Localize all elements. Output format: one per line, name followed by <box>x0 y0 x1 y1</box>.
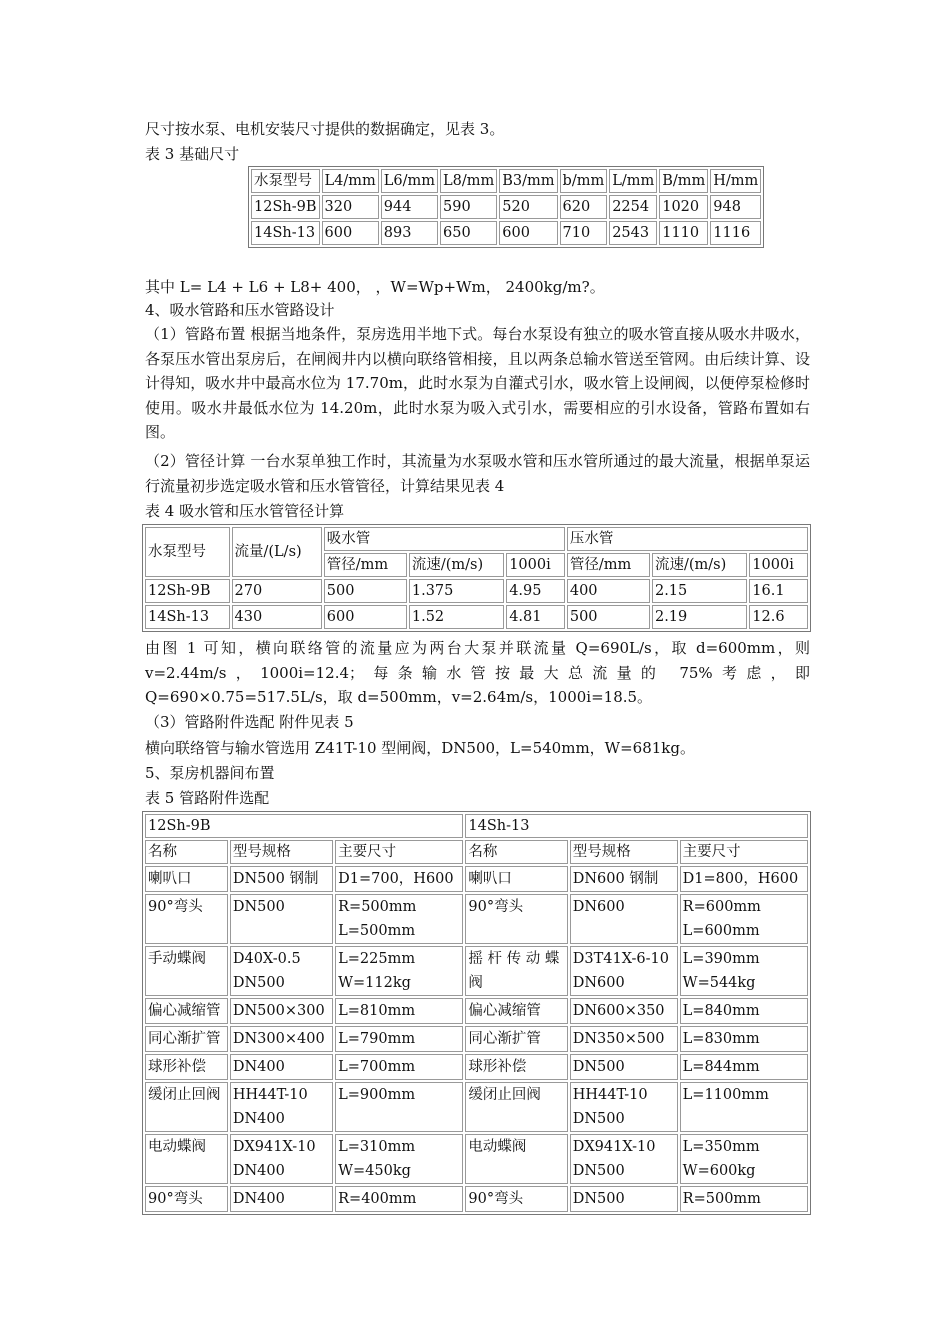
cell-line: HH44T-10 <box>232 1087 308 1103</box>
table-header-cell: 流速/(m/s) <box>409 553 504 577</box>
table-cell <box>335 1082 463 1132</box>
table-cell <box>230 998 333 1024</box>
table-cell <box>335 998 463 1024</box>
cell-line: L=310mm <box>338 1139 416 1155</box>
table-header-cell: 主要尺寸 <box>335 840 463 864</box>
table-cell <box>335 894 463 944</box>
cell-line: D3T41X-6-10 <box>572 951 669 967</box>
table-cell <box>465 998 567 1024</box>
table-cell: 14Sh-13 <box>145 605 230 629</box>
table-cell: 710 <box>560 221 608 245</box>
table-cell: 2.15 <box>652 579 747 603</box>
table3-foundation-dimensions <box>248 166 764 248</box>
table-group-row <box>145 814 808 838</box>
cell-line: 同心渐扩管 <box>148 1031 221 1047</box>
table-cell: 12Sh-9B <box>251 195 320 219</box>
cell-line: DN500×300 <box>232 1003 325 1019</box>
table-cell: 500 <box>324 579 407 603</box>
table-cell <box>230 1054 333 1080</box>
cell-line: DN500 <box>572 1163 625 1179</box>
table-cell <box>465 1082 567 1132</box>
table-cell: 400 <box>567 579 650 603</box>
cell-line: 摇 杆 传 动 蝶 <box>468 951 560 967</box>
table-header-cell: 1000i <box>506 553 565 577</box>
cell-line: DN500 <box>572 1111 625 1127</box>
cell-line: L=810mm <box>338 1003 416 1019</box>
intro-text: 尺寸按水泵、电机安装尺寸提供的数据确定，见表 3。 <box>145 120 505 138</box>
cell-line: 偏心减缩管 <box>148 1003 221 1019</box>
table-cell <box>145 1082 228 1132</box>
table-cell <box>230 894 333 944</box>
table-cell <box>680 1054 808 1080</box>
formula-text: 其中 L= L4 + L6 + L8+ 400， ，W=Wp+Wm， 2400kg/m?。 <box>145 278 605 296</box>
table-row <box>145 1134 808 1184</box>
table-row <box>145 1186 808 1212</box>
table-cell: 1020 <box>659 195 708 219</box>
table-cell <box>570 1082 678 1132</box>
paragraph-pipe-diameter: （2）管径计算 一台水泵单独工作时，其流量为水泵吸水管和压水管所通过的最大流量，根据单泵运行流量初步选定吸水管和压水管管径，计算结果见表 4 <box>145 452 810 495</box>
table-header-cell: 型号规格 <box>570 840 678 864</box>
table-header-cell: 主要尺寸 <box>680 840 808 864</box>
cell-line: D40X-0.5 <box>232 951 301 967</box>
cell-line: 球形补偿 <box>468 1059 527 1075</box>
table-cell <box>230 1186 333 1212</box>
cell-line: DN600 <box>572 899 625 915</box>
cell-line: L=844mm <box>682 1059 760 1075</box>
cell-line: DN400 <box>232 1059 285 1075</box>
cell-line: W=544kg <box>682 975 756 991</box>
table-header-cell: B3/mm <box>499 169 557 193</box>
table-cell <box>570 894 678 944</box>
table-cell: 600 <box>322 221 379 245</box>
cell-line: L=700mm <box>338 1059 416 1075</box>
table-header-row <box>251 169 761 193</box>
table-row <box>145 1082 808 1132</box>
table-cell: 320 <box>322 195 379 219</box>
cell-line: L=840mm <box>682 1003 760 1019</box>
table-row <box>251 221 761 245</box>
table-header-cell: L/mm <box>609 169 657 193</box>
table-cell <box>145 866 228 892</box>
table-cell <box>145 946 228 996</box>
table-cell <box>145 1134 228 1184</box>
paragraph-fittings-intro: （3）管路附件选配 附件见表 5 <box>145 713 354 731</box>
table-cell <box>145 894 228 944</box>
table-cell: 1.375 <box>409 579 504 603</box>
cell-line: 90°弯头 <box>148 1191 203 1207</box>
table-header-cell: 管径/mm <box>324 553 407 577</box>
cell-line: DN600 <box>572 975 625 991</box>
cell-line: D1=800，H600 <box>682 871 799 887</box>
table-header-row <box>145 840 808 864</box>
table-cell <box>570 1054 678 1080</box>
table-cell <box>145 998 228 1024</box>
table-group-cell: 12Sh-9B <box>145 814 463 838</box>
table-cell: 4.81 <box>506 605 565 629</box>
table-header-cell: H/mm <box>710 169 761 193</box>
cell-line: L=225mm <box>338 951 416 967</box>
table-cell: 4.95 <box>506 579 565 603</box>
table-cell: 430 <box>232 605 322 629</box>
table-cell: 600 <box>324 605 407 629</box>
cell-line: DN300×400 <box>232 1031 325 1047</box>
table-row <box>145 605 808 629</box>
table-cell <box>680 1026 808 1052</box>
table-cell <box>570 1134 678 1184</box>
table-cell: 12Sh-9B <box>145 579 230 603</box>
cell-line: 缓闭止回阀 <box>468 1087 541 1103</box>
table-cell <box>230 1082 333 1132</box>
table-cell: 620 <box>560 195 608 219</box>
table-cell <box>335 946 463 996</box>
table-cell <box>465 1026 567 1052</box>
cell-line: L=500mm <box>338 923 416 939</box>
cell-line: 手动蝶阀 <box>148 951 206 967</box>
cell-line: L=790mm <box>338 1031 416 1047</box>
table-row <box>251 195 761 219</box>
table-cell: 2254 <box>609 195 657 219</box>
cell-line: L=350mm <box>682 1139 760 1155</box>
table-cell <box>335 866 463 892</box>
table-cell: 16.1 <box>749 579 808 603</box>
table-cell <box>465 1054 567 1080</box>
cell-line: L=830mm <box>682 1031 760 1047</box>
table-group-cell: 14Sh-13 <box>465 814 808 838</box>
cell-line: 偏心减缩管 <box>468 1003 541 1019</box>
table-header-cell: 名称 <box>145 840 228 864</box>
cell-line: W=112kg <box>338 975 411 991</box>
table-header-cell: 型号规格 <box>230 840 333 864</box>
table-cell <box>570 866 678 892</box>
table-cell: 520 <box>499 195 557 219</box>
table-row <box>145 866 808 892</box>
section-5-heading: 5、泵房机器间布置 <box>145 764 275 782</box>
cell-line: DN500 <box>232 975 285 991</box>
table-cell <box>570 1026 678 1052</box>
table4-pipe-diameter-calc <box>142 524 811 632</box>
table-cell <box>570 1186 678 1212</box>
table-cell: 500 <box>567 605 650 629</box>
table-cell: 948 <box>710 195 761 219</box>
table-row <box>145 998 808 1024</box>
table4-caption: 表 4 吸水管和压水管管径计算 <box>145 502 345 520</box>
cell-line: DN600×350 <box>572 1003 665 1019</box>
cell-line: DN400 <box>232 1163 285 1179</box>
table-cell <box>680 1082 808 1132</box>
table-cell <box>570 998 678 1024</box>
table-header-cell: B/mm <box>659 169 708 193</box>
table-cell <box>230 1026 333 1052</box>
table-cell <box>680 946 808 996</box>
cell-line: DN350×500 <box>572 1031 665 1047</box>
table-cell: 944 <box>381 195 438 219</box>
cell-line: R=600mm <box>682 899 761 915</box>
cell-line: L=600mm <box>682 923 760 939</box>
table-cell <box>680 894 808 944</box>
table-cell <box>230 946 333 996</box>
table-header-cell: 水泵型号 <box>145 527 230 577</box>
cell-line: DX941X-10 <box>572 1139 656 1155</box>
cell-line: 球形补偿 <box>148 1059 206 1075</box>
table-row <box>145 946 808 996</box>
cell-line: L=1100mm <box>682 1087 769 1103</box>
cell-line: 阀 <box>468 975 483 991</box>
table-cell <box>680 866 808 892</box>
cell-line: DN400 <box>232 1191 285 1207</box>
cell-line: 90°弯头 <box>148 899 203 915</box>
cell-line: D1=700，H600 <box>338 871 454 887</box>
cell-line: 电动蝶阀 <box>148 1139 206 1155</box>
table-cell: 650 <box>440 221 497 245</box>
table-header-row <box>145 527 808 551</box>
table-row <box>145 579 808 603</box>
table-cell: 893 <box>381 221 438 245</box>
table-cell <box>230 1134 333 1184</box>
table-cell <box>680 1186 808 1212</box>
table-cell <box>465 1134 567 1184</box>
table-header-cell: 流速/(m/s) <box>652 553 747 577</box>
table-cell <box>335 1134 463 1184</box>
paragraph-connecting-pipe: 由图 1 可知，横向联络管的流量应为两台大泵并联流量 Q=690L/s，取 d=600mm，则 v=2.44m/s，1000i=12.4；每条输水管按最大总流量的 75%考虑，即 Q=690×0.75=517.5L/s，取 d=500mm，v=2.64m/s，1000i=18.5。 <box>145 639 810 706</box>
cell-line: R=500mm <box>682 1191 761 1207</box>
cell-line: 电动蝶阀 <box>468 1139 527 1155</box>
table-cell <box>335 1186 463 1212</box>
table5-pipe-fittings <box>142 811 811 1215</box>
table-header-cell: L6/mm <box>381 169 438 193</box>
cell-line: L=900mm <box>338 1087 416 1103</box>
table-cell: 12.6 <box>749 605 808 629</box>
table-cell <box>465 1186 567 1212</box>
table-row <box>145 1026 808 1052</box>
table-cell: 2543 <box>609 221 657 245</box>
cell-line: R=400mm <box>338 1191 417 1207</box>
cell-line: 缓闭止回阀 <box>148 1087 221 1103</box>
cell-line: DX941X-10 <box>232 1139 316 1155</box>
cell-line: 喇叭口 <box>468 871 512 887</box>
table-cell <box>570 946 678 996</box>
cell-line: DN400 <box>232 1111 285 1127</box>
table-cell <box>465 946 567 996</box>
table-row <box>145 1054 808 1080</box>
table-cell <box>335 1054 463 1080</box>
table-cell: 1116 <box>710 221 761 245</box>
cell-line: 同心渐扩管 <box>468 1031 541 1047</box>
table-cell <box>465 894 567 944</box>
table-cell <box>145 1186 228 1212</box>
paragraph-pipe-layout: （1）管路布置 根据当地条件，泵房选用半地下式。每台水泵设有独立的吸水管直接从吸水井吸水，各泵压水管出泵房后，在闸阀井内以横向联络管相接，且以两条总输水管送至管网。由后续计算、设计得知，吸水井中最高水位为 17.70m，此时水泵为自灌式引水，吸水管上设闸阀，以便停泵检修时使用。吸水井最低水位为 14.20m，此时水泵为吸入式引水，需要相应的引水设备，管路布置如右图。 <box>145 325 810 441</box>
cell-line: R=500mm <box>338 899 417 915</box>
cell-line: 90°弯头 <box>468 1191 524 1207</box>
table-header-cell: b/mm <box>560 169 608 193</box>
cell-line: 90°弯头 <box>468 899 524 915</box>
table-cell: 600 <box>499 221 557 245</box>
table-cell: 1110 <box>659 221 708 245</box>
table-cell <box>465 866 567 892</box>
cell-line: HH44T-10 <box>572 1087 648 1103</box>
table-cell <box>145 1026 228 1052</box>
table-cell <box>335 1026 463 1052</box>
table-header-cell: 压水管 <box>567 527 808 551</box>
table5-caption: 表 5 管路附件选配 <box>145 789 270 807</box>
table-header-cell: 管径/mm <box>567 553 650 577</box>
table-header-cell: 1000i <box>749 553 808 577</box>
section-4-heading: 4、吸水管路和压水管路设计 <box>145 301 335 319</box>
table-cell <box>680 1134 808 1184</box>
cell-line: DN500 <box>232 899 285 915</box>
cell-line: W=600kg <box>682 1163 756 1179</box>
table-row <box>145 894 808 944</box>
cell-line: DN500 <box>572 1059 625 1075</box>
table-cell: 2.19 <box>652 605 747 629</box>
table-cell: 590 <box>440 195 497 219</box>
cell-line: DN500 钢制 <box>232 871 319 887</box>
table-cell: 1.52 <box>409 605 504 629</box>
table-cell <box>680 998 808 1024</box>
table-cell: 14Sh-13 <box>251 221 320 245</box>
table-header-cell: 吸水管 <box>324 527 565 551</box>
table-cell <box>230 866 333 892</box>
cell-line: DN500 <box>572 1191 625 1207</box>
cell-line: W=450kg <box>338 1163 411 1179</box>
table-cell <box>145 1054 228 1080</box>
cell-line: 喇叭口 <box>148 871 192 887</box>
paragraph-gate-valve: 横向联络管与输水管选用 Z41T-10 型闸阀，DN500，L=540mm，W=681kg。 <box>145 739 695 757</box>
table-header-cell: 名称 <box>465 840 567 864</box>
table-header-cell: L4/mm <box>322 169 379 193</box>
table-header-cell: 水泵型号 <box>251 169 320 193</box>
cell-line: L=390mm <box>682 951 760 967</box>
table-cell: 270 <box>232 579 322 603</box>
table-header-cell: L8/mm <box>440 169 497 193</box>
table-header-cell: 流量/(L/s) <box>232 527 322 577</box>
cell-line: DN600 钢制 <box>572 871 659 887</box>
table3-caption: 表 3 基础尺寸 <box>145 145 240 163</box>
